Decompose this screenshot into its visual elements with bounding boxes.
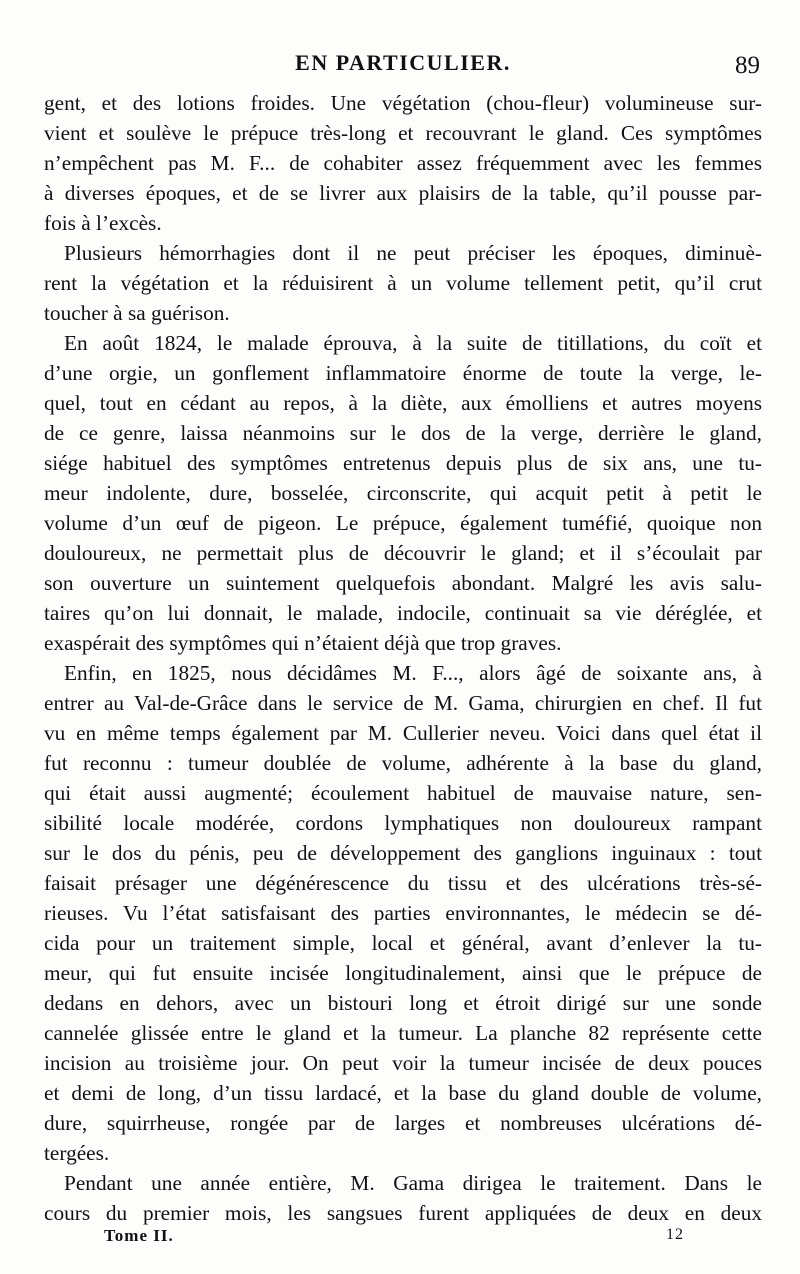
text-line: vu en même temps également par M. Cullerier neveu. Voici dans quel état il	[44, 721, 762, 745]
text-line: qui était aussi augmenté; écoulement habituel de mauvaise nature, sen-	[44, 781, 762, 805]
text-line: rent la végétation et la réduisirent à un volume tellement petit, qu’il crut	[44, 271, 762, 295]
text-line: Pendant une année entière, M. Gama dirigea le traitement. Dans le	[64, 1171, 762, 1195]
text-line: fois à l’excès.	[44, 211, 162, 235]
paragraph	[44, 238, 762, 328]
paragraph	[44, 328, 762, 658]
text-line: d’une orgie, un gonflement inflammatoire énorme de toute la verge, le-	[44, 361, 762, 385]
text-line: exaspérait des symptômes qui n’étaient déjà que trop graves.	[44, 631, 562, 655]
body-text	[44, 88, 762, 1228]
text-line: cannelée glissée entre le gland et la tumeur. La planche 82 représente cette	[44, 1021, 762, 1045]
running-head	[44, 50, 762, 86]
text-line: Plusieurs hémorrhagies dont il ne peut préciser les époques, diminuè-	[64, 241, 762, 265]
text-line: dedans en dehors, avec un bistouri long et étroit dirigé sur une sonde	[44, 991, 762, 1015]
text-line: meur, qui fut ensuite incisée longitudinalement, ainsi que le prépuce de	[44, 961, 762, 985]
page-number: 89	[735, 52, 760, 79]
volume-label: Tome II.	[104, 1226, 174, 1245]
paragraph	[44, 1168, 762, 1228]
text-line: tergées.	[44, 1141, 110, 1165]
text-line: siége habituel des symptômes entretenus depuis plus de six ans, une tu-	[44, 451, 762, 475]
text-line: fut reconnu : tumeur doublée de volume, adhérente à la base du gland,	[44, 751, 762, 775]
text-line: toucher à sa guérison.	[44, 301, 230, 325]
page-footer	[104, 1226, 684, 1254]
text-line: douloureux, ne permettait plus de découvrir le gland; et il s’écoulait par	[44, 541, 762, 565]
signature-mark: 12	[666, 1226, 684, 1243]
text-line: faisait présager une dégénérescence du tissu et des ulcérations très-sé-	[44, 871, 762, 895]
text-line: gent, et des lotions froides. Une végétation (chou-fleur) volumineuse sur-	[44, 91, 762, 115]
running-title: EN PARTICULIER.	[295, 50, 511, 75]
text-line: cida pour un traitement simple, local et général, avant d’enlever la tu-	[44, 931, 762, 955]
text-line: cours du premier mois, les sangsues furent appliquées de deux en deux	[44, 1201, 762, 1225]
text-line: Enfin, en 1825, nous décidâmes M. F..., alors âgé de soixante ans, à	[64, 661, 762, 685]
text-line: de ce genre, laissa néanmoins sur le dos de la verge, derrière le gland,	[44, 421, 762, 445]
text-line: dure, squirrheuse, rongée par de larges et nombreuses ulcérations dé-	[44, 1111, 762, 1135]
text-line: vient et soulève le prépuce très-long et recouvrant le gland. Ces symptômes	[44, 121, 762, 145]
text-line: n’empêchent pas M. F... de cohabiter assez fréquemment avec les femmes	[44, 151, 762, 175]
text-line: En août 1824, le malade éprouva, à la suite de titillations, du coït et	[64, 331, 762, 355]
text-line: à diverses époques, et de se livrer aux plaisirs de la table, qu’il pousse par-	[44, 181, 762, 205]
paragraph	[44, 88, 762, 238]
text-line: meur indolente, dure, bosselée, circonscrite, qui acquit petit à petit le	[44, 481, 762, 505]
text-line: rieuses. Vu l’état satisfaisant des parties environnantes, le médecin se dé-	[44, 901, 762, 925]
text-line: sur le dos du pénis, peu de développement des ganglions inguinaux : tout	[44, 841, 762, 865]
text-line: sibilité locale modérée, cordons lymphatiques non douloureux rampant	[44, 811, 762, 835]
paragraph	[44, 658, 762, 1168]
text-line: volume d’un œuf de pigeon. Le prépuce, également tuméfié, quoique non	[44, 511, 762, 535]
text-line: taires qu’on lui donnait, le malade, indocile, continuait sa vie déréglée, et	[44, 601, 762, 625]
text-line: incision au troisième jour. On peut voir la tumeur incisée de deux pouces	[44, 1051, 762, 1075]
text-line: et demi de long, d’un tissu lardacé, et la base du gland double de volume,	[44, 1081, 762, 1105]
text-line: quel, tout en cédant au repos, à la diète, aux émolliens et autres moyens	[44, 391, 762, 415]
text-line: entrer au Val-de-Grâce dans le service de M. Gama, chirurgien en chef. Il fut	[44, 691, 762, 715]
text-line: son ouverture un suintement quelquefois abondant. Malgré les avis salu-	[44, 571, 762, 595]
